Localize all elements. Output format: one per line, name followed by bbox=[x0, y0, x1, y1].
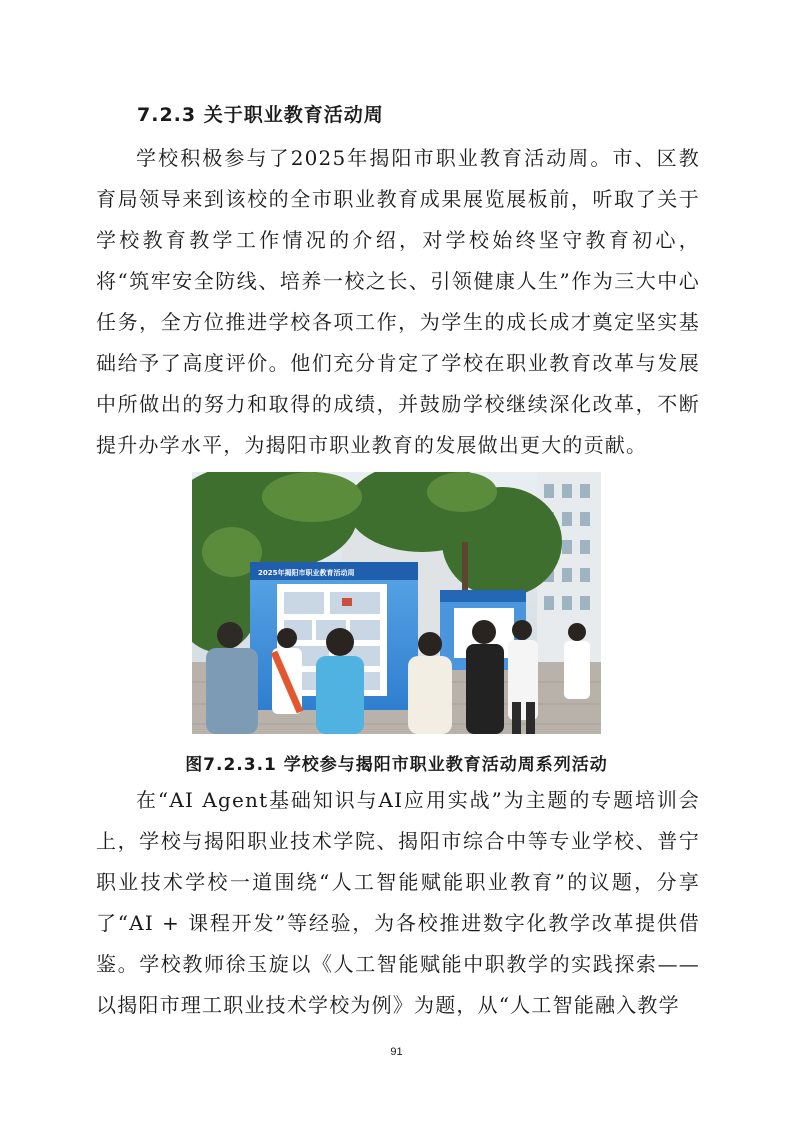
banner-text: 2025年揭阳市职业教育活动周 bbox=[258, 569, 355, 577]
paragraph-intro: 学校积极参与了2025年揭阳市职业教育活动周。市、区教育局领导来到该校的全市职业教育成果展览展板前，听取了关于学校教育教学工作情况的介绍，对学校始终坚守教育初心，将“筑牢安全防线、培养一校之长、引领健康人生”作为三大中心任务，全方位推进学校各项工作，为学生的成长成才奠定坚实基础给予了高度评价。他们充分肯定了学校在职业教育改革与发展中所做出的努力和取得的成绩，并鼓励学校继续深化改革，不断提升办学水平，为揭阳市职业教育的发展做出更大的贡献。 bbox=[96, 146, 700, 457]
event-photo bbox=[192, 472, 601, 734]
section-heading: 7.2.3 关于职业教育活动周 bbox=[137, 104, 384, 126]
figure-caption: 图7.2.3.1 学校参与揭阳市职业教育活动周系列活动 bbox=[185, 755, 608, 775]
page-number: 91 bbox=[390, 1046, 403, 1058]
paragraph-training: 在“AI Agent基础知识与AI应用实战”为主题的专题培训会上，学校与揭阳职业技术学院、揭阳市综合中等专业学校、普宁职业技术学校一道围绕“人工智能赋能职业教育”的议题，分享了“AI + 课程开发”等经验，为各校推进数字化教学改革提供借鉴。学校教师徐玉旋以《人工智能赋能中职教学的实践探索——以揭阳市理工职业技术学校为例》为题，从“人工智能融入教学 bbox=[96, 788, 700, 1017]
